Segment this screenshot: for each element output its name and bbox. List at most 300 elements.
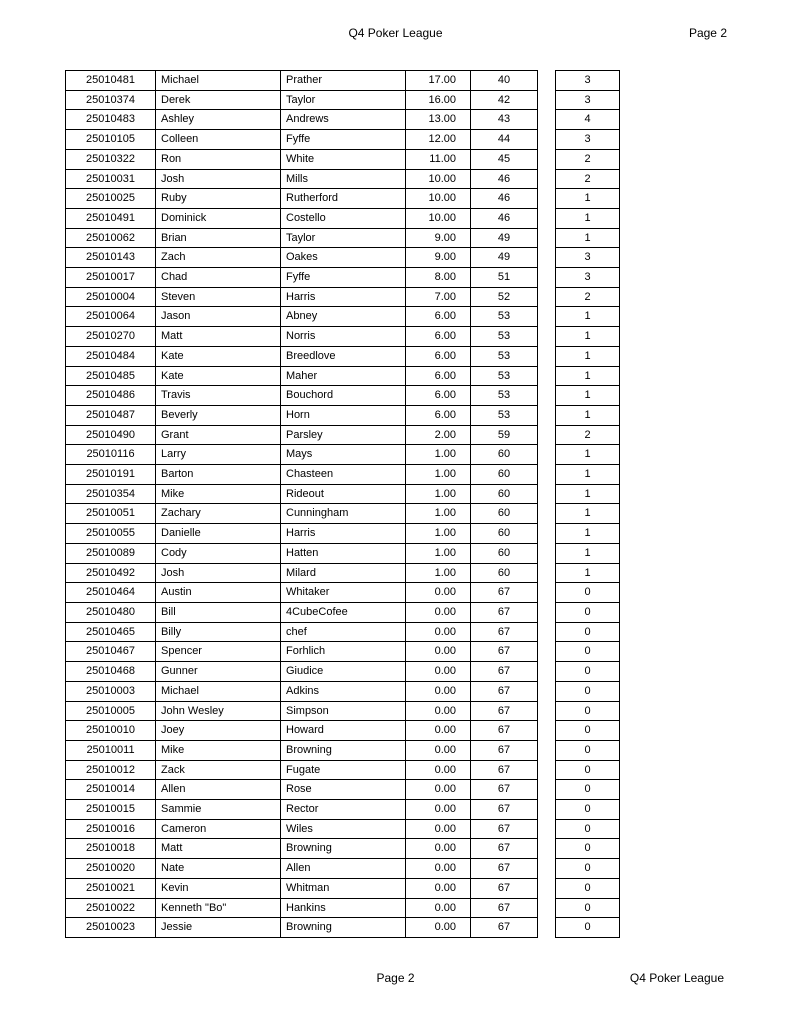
header-report-title: Q4 Poker League xyxy=(348,26,443,40)
member-id-cell: 25010322 xyxy=(66,149,156,169)
last-name-cell: Harris xyxy=(281,524,406,544)
points-cell: 1.00 xyxy=(406,543,471,563)
member-id-cell: 25010017 xyxy=(66,268,156,288)
rank-cell: 60 xyxy=(471,484,538,504)
count-cell: 1 xyxy=(556,228,620,248)
count-table-row xyxy=(556,780,620,800)
count-table-row xyxy=(556,819,620,839)
rank-cell: 60 xyxy=(471,445,538,465)
first-name-cell: Joey xyxy=(156,721,281,741)
points-cell: 1.00 xyxy=(406,445,471,465)
count-cell: 1 xyxy=(556,405,620,425)
table-row xyxy=(66,504,538,524)
rank-cell: 67 xyxy=(471,740,538,760)
count-cell: 1 xyxy=(556,563,620,583)
first-name-cell: Mike xyxy=(156,484,281,504)
rank-cell: 52 xyxy=(471,287,538,307)
last-name-cell: Costello xyxy=(281,208,406,228)
points-cell: 9.00 xyxy=(406,248,471,268)
first-name-cell: Michael xyxy=(156,71,281,91)
rank-cell: 67 xyxy=(471,583,538,603)
member-id-cell: 25010015 xyxy=(66,800,156,820)
rank-cell: 67 xyxy=(471,721,538,741)
last-name-cell: Rose xyxy=(281,780,406,800)
header-page-number: Page 2 xyxy=(688,26,727,40)
last-name-cell: Cunningham xyxy=(281,504,406,524)
footer-report-title: Q4 Poker League xyxy=(629,971,724,985)
points-cell: 6.00 xyxy=(406,327,471,347)
count-table-row xyxy=(556,602,620,622)
count-cell: 1 xyxy=(556,543,620,563)
count-table-row xyxy=(556,268,620,288)
first-name-cell: Brian xyxy=(156,228,281,248)
rank-cell: 53 xyxy=(471,307,538,327)
count-cell: 0 xyxy=(556,740,620,760)
member-id-cell: 25010483 xyxy=(66,110,156,130)
points-cell: 1.00 xyxy=(406,504,471,524)
last-name-cell: Forhlich xyxy=(281,642,406,662)
count-cell: 3 xyxy=(556,268,620,288)
last-name-cell: Hankins xyxy=(281,898,406,918)
count-cell: 4 xyxy=(556,110,620,130)
last-name-cell: Rector xyxy=(281,800,406,820)
member-id-cell: 25010105 xyxy=(66,130,156,150)
last-name-cell: Wiles xyxy=(281,819,406,839)
last-name-cell: Breedlove xyxy=(281,346,406,366)
table-row xyxy=(66,189,538,209)
first-name-cell: Derek xyxy=(156,90,281,110)
member-id-cell: 25010023 xyxy=(66,918,156,938)
table-row xyxy=(66,90,538,110)
points-cell: 0.00 xyxy=(406,918,471,938)
table-row xyxy=(66,918,538,938)
count-table-row xyxy=(556,859,620,879)
first-name-cell: Kate xyxy=(156,346,281,366)
member-id-cell: 25010018 xyxy=(66,839,156,859)
count-table-row xyxy=(556,622,620,642)
member-id-cell: 25010016 xyxy=(66,819,156,839)
last-name-cell: White xyxy=(281,149,406,169)
rank-cell: 60 xyxy=(471,563,538,583)
count-table-row xyxy=(556,149,620,169)
count-table-row xyxy=(556,110,620,130)
count-table-row xyxy=(556,760,620,780)
table-row xyxy=(66,149,538,169)
rank-cell: 44 xyxy=(471,130,538,150)
points-cell: 0.00 xyxy=(406,740,471,760)
table-row xyxy=(66,386,538,406)
count-table-row xyxy=(556,524,620,544)
last-name-cell: Rideout xyxy=(281,484,406,504)
first-name-cell: Colleen xyxy=(156,130,281,150)
first-name-cell: Ruby xyxy=(156,189,281,209)
first-name-cell: Kevin xyxy=(156,878,281,898)
first-name-cell: Spencer xyxy=(156,642,281,662)
last-name-cell: Maher xyxy=(281,366,406,386)
rank-cell: 51 xyxy=(471,268,538,288)
member-id-cell: 25010022 xyxy=(66,898,156,918)
first-name-cell: Josh xyxy=(156,169,281,189)
count-cell: 0 xyxy=(556,800,620,820)
points-cell: 17.00 xyxy=(406,71,471,91)
table-row xyxy=(66,248,538,268)
points-cell: 0.00 xyxy=(406,583,471,603)
table-row xyxy=(66,681,538,701)
last-name-cell: Browning xyxy=(281,839,406,859)
standings-table-body xyxy=(66,71,538,938)
count-cell: 3 xyxy=(556,71,620,91)
last-name-cell: Browning xyxy=(281,740,406,760)
rank-cell: 67 xyxy=(471,859,538,879)
table-row xyxy=(66,819,538,839)
count-cell: 0 xyxy=(556,583,620,603)
first-name-cell: Bill xyxy=(156,602,281,622)
count-cell: 1 xyxy=(556,504,620,524)
table-row xyxy=(66,859,538,879)
table-row xyxy=(66,524,538,544)
table-row xyxy=(66,642,538,662)
first-name-cell: Josh xyxy=(156,563,281,583)
member-id-cell: 25010491 xyxy=(66,208,156,228)
count-cell: 0 xyxy=(556,642,620,662)
last-name-cell: Abney xyxy=(281,307,406,327)
points-cell: 0.00 xyxy=(406,780,471,800)
rank-cell: 67 xyxy=(471,878,538,898)
footer-page-number: Page 2 xyxy=(376,971,415,985)
first-name-cell: Dominick xyxy=(156,208,281,228)
rank-cell: 67 xyxy=(471,662,538,682)
table-row xyxy=(66,208,538,228)
count-table-row xyxy=(556,800,620,820)
member-id-cell: 25010014 xyxy=(66,780,156,800)
points-cell: 6.00 xyxy=(406,366,471,386)
count-cell: 0 xyxy=(556,622,620,642)
table-row xyxy=(66,721,538,741)
points-cell: 7.00 xyxy=(406,287,471,307)
rank-cell: 46 xyxy=(471,208,538,228)
points-cell: 6.00 xyxy=(406,386,471,406)
member-id-cell: 25010465 xyxy=(66,622,156,642)
member-id-cell: 25010486 xyxy=(66,386,156,406)
count-table-row xyxy=(556,740,620,760)
last-name-cell: Browning xyxy=(281,918,406,938)
rank-cell: 67 xyxy=(471,681,538,701)
last-name-cell: Norris xyxy=(281,327,406,347)
first-name-cell: Jason xyxy=(156,307,281,327)
table-row xyxy=(66,425,538,445)
rank-cell: 46 xyxy=(471,189,538,209)
points-cell: 13.00 xyxy=(406,110,471,130)
points-cell: 6.00 xyxy=(406,405,471,425)
count-cell: 2 xyxy=(556,287,620,307)
table-row xyxy=(66,169,538,189)
rank-cell: 60 xyxy=(471,543,538,563)
last-name-cell: Simpson xyxy=(281,701,406,721)
count-cell: 0 xyxy=(556,701,620,721)
count-table-row xyxy=(556,583,620,603)
count-table-row xyxy=(556,504,620,524)
first-name-cell: Larry xyxy=(156,445,281,465)
rank-cell: 53 xyxy=(471,386,538,406)
member-id-cell: 25010010 xyxy=(66,721,156,741)
table-row xyxy=(66,287,538,307)
first-name-cell: Gunner xyxy=(156,662,281,682)
count-cell: 2 xyxy=(556,149,620,169)
last-name-cell: Adkins xyxy=(281,681,406,701)
count-cell: 0 xyxy=(556,681,620,701)
last-name-cell: Prather xyxy=(281,71,406,91)
table-row xyxy=(66,839,538,859)
last-name-cell: Howard xyxy=(281,721,406,741)
member-id-cell: 25010485 xyxy=(66,366,156,386)
count-cell: 2 xyxy=(556,425,620,445)
last-name-cell: Fyffe xyxy=(281,268,406,288)
count-cell: 0 xyxy=(556,602,620,622)
points-cell: 1.00 xyxy=(406,524,471,544)
count-cell: 0 xyxy=(556,878,620,898)
rank-cell: 60 xyxy=(471,465,538,485)
count-cell: 1 xyxy=(556,386,620,406)
count-cell: 1 xyxy=(556,445,620,465)
points-cell: 1.00 xyxy=(406,563,471,583)
count-cell: 1 xyxy=(556,366,620,386)
count-table-row xyxy=(556,721,620,741)
count-cell: 0 xyxy=(556,780,620,800)
first-name-cell: Kenneth "Bo" xyxy=(156,898,281,918)
table-row xyxy=(66,268,538,288)
count-cell: 2 xyxy=(556,169,620,189)
first-name-cell: Travis xyxy=(156,386,281,406)
count-table-row xyxy=(556,307,620,327)
count-table-row xyxy=(556,681,620,701)
last-name-cell: Mills xyxy=(281,169,406,189)
table-row xyxy=(66,878,538,898)
count-cell: 0 xyxy=(556,918,620,938)
table-row xyxy=(66,800,538,820)
first-name-cell: Zack xyxy=(156,760,281,780)
table-row xyxy=(66,71,538,91)
count-table-row xyxy=(556,465,620,485)
points-cell: 0.00 xyxy=(406,662,471,682)
first-name-cell: Ron xyxy=(156,149,281,169)
member-id-cell: 25010468 xyxy=(66,662,156,682)
count-table-row xyxy=(556,189,620,209)
table-row xyxy=(66,346,538,366)
rank-cell: 60 xyxy=(471,524,538,544)
points-cell: 1.00 xyxy=(406,465,471,485)
first-name-cell: Sammie xyxy=(156,800,281,820)
table-row xyxy=(66,307,538,327)
points-cell: 10.00 xyxy=(406,189,471,209)
points-cell: 12.00 xyxy=(406,130,471,150)
first-name-cell: Cody xyxy=(156,543,281,563)
first-name-cell: Chad xyxy=(156,268,281,288)
count-table-body xyxy=(556,71,620,938)
member-id-cell: 25010020 xyxy=(66,859,156,879)
count-table-row xyxy=(556,248,620,268)
points-cell: 0.00 xyxy=(406,622,471,642)
points-cell: 6.00 xyxy=(406,346,471,366)
points-cell: 8.00 xyxy=(406,268,471,288)
table-row xyxy=(66,740,538,760)
member-id-cell: 25010031 xyxy=(66,169,156,189)
member-id-cell: 25010374 xyxy=(66,90,156,110)
count-cell: 3 xyxy=(556,130,620,150)
table-row xyxy=(66,622,538,642)
rank-cell: 67 xyxy=(471,642,538,662)
member-id-cell: 25010481 xyxy=(66,71,156,91)
member-id-cell: 25010051 xyxy=(66,504,156,524)
last-name-cell: Taylor xyxy=(281,90,406,110)
first-name-cell: Nate xyxy=(156,859,281,879)
count-table-row xyxy=(556,366,620,386)
table-row xyxy=(66,465,538,485)
member-id-cell: 25010270 xyxy=(66,327,156,347)
first-name-cell: Michael xyxy=(156,681,281,701)
points-cell: 1.00 xyxy=(406,484,471,504)
member-id-cell: 25010062 xyxy=(66,228,156,248)
last-name-cell: Oakes xyxy=(281,248,406,268)
member-id-cell: 25010003 xyxy=(66,681,156,701)
last-name-cell: Bouchord xyxy=(281,386,406,406)
table-row xyxy=(66,327,538,347)
last-name-cell: Taylor xyxy=(281,228,406,248)
count-table-row xyxy=(556,169,620,189)
table-row xyxy=(66,228,538,248)
count-table xyxy=(555,70,620,938)
points-cell: 0.00 xyxy=(406,878,471,898)
table-row xyxy=(66,563,538,583)
count-cell: 0 xyxy=(556,839,620,859)
rank-cell: 53 xyxy=(471,405,538,425)
last-name-cell: Horn xyxy=(281,405,406,425)
first-name-cell: Matt xyxy=(156,327,281,347)
rank-cell: 60 xyxy=(471,504,538,524)
count-cell: 1 xyxy=(556,346,620,366)
count-cell: 1 xyxy=(556,307,620,327)
first-name-cell: Billy xyxy=(156,622,281,642)
count-table-row xyxy=(556,918,620,938)
points-cell: 9.00 xyxy=(406,228,471,248)
count-cell: 1 xyxy=(556,208,620,228)
last-name-cell: Allen xyxy=(281,859,406,879)
member-id-cell: 25010005 xyxy=(66,701,156,721)
count-table-row xyxy=(556,425,620,445)
first-name-cell: Grant xyxy=(156,425,281,445)
first-name-cell: Allen xyxy=(156,780,281,800)
member-id-cell: 25010012 xyxy=(66,760,156,780)
table-row xyxy=(66,110,538,130)
first-name-cell: Steven xyxy=(156,287,281,307)
rank-cell: 67 xyxy=(471,819,538,839)
count-cell: 0 xyxy=(556,760,620,780)
rank-cell: 49 xyxy=(471,228,538,248)
first-name-cell: Danielle xyxy=(156,524,281,544)
table-row xyxy=(66,484,538,504)
points-cell: 0.00 xyxy=(406,898,471,918)
rank-cell: 43 xyxy=(471,110,538,130)
last-name-cell: Whitman xyxy=(281,878,406,898)
points-cell: 0.00 xyxy=(406,642,471,662)
last-name-cell: Rutherford xyxy=(281,189,406,209)
member-id-cell: 25010354 xyxy=(66,484,156,504)
rank-cell: 67 xyxy=(471,622,538,642)
table-row xyxy=(66,662,538,682)
last-name-cell: Whitaker xyxy=(281,583,406,603)
count-table-row xyxy=(556,386,620,406)
member-id-cell: 25010004 xyxy=(66,287,156,307)
count-table-row xyxy=(556,839,620,859)
first-name-cell: Zachary xyxy=(156,504,281,524)
member-id-cell: 25010021 xyxy=(66,878,156,898)
first-name-cell: Kate xyxy=(156,366,281,386)
last-name-cell: chef xyxy=(281,622,406,642)
rank-cell: 67 xyxy=(471,898,538,918)
points-cell: 0.00 xyxy=(406,819,471,839)
last-name-cell: Parsley xyxy=(281,425,406,445)
count-table-row xyxy=(556,228,620,248)
first-name-cell: Matt xyxy=(156,839,281,859)
count-table-row xyxy=(556,445,620,465)
count-cell: 0 xyxy=(556,721,620,741)
count-table-row xyxy=(556,543,620,563)
count-cell: 1 xyxy=(556,189,620,209)
first-name-cell: Mike xyxy=(156,740,281,760)
rank-cell: 46 xyxy=(471,169,538,189)
count-cell: 3 xyxy=(556,90,620,110)
table-row xyxy=(66,898,538,918)
count-table-row xyxy=(556,90,620,110)
points-cell: 10.00 xyxy=(406,208,471,228)
rank-cell: 53 xyxy=(471,346,538,366)
last-name-cell: Giudice xyxy=(281,662,406,682)
last-name-cell: Fyffe xyxy=(281,130,406,150)
points-cell: 0.00 xyxy=(406,859,471,879)
points-cell: 2.00 xyxy=(406,425,471,445)
count-table-row xyxy=(556,662,620,682)
count-table-row xyxy=(556,484,620,504)
first-name-cell: Zach xyxy=(156,248,281,268)
member-id-cell: 25010464 xyxy=(66,583,156,603)
count-table-row xyxy=(556,71,620,91)
standings-table xyxy=(65,70,538,938)
first-name-cell: Austin xyxy=(156,583,281,603)
rank-cell: 53 xyxy=(471,327,538,347)
member-id-cell: 25010143 xyxy=(66,248,156,268)
rank-cell: 53 xyxy=(471,366,538,386)
points-cell: 6.00 xyxy=(406,307,471,327)
rank-cell: 45 xyxy=(471,149,538,169)
count-table-row xyxy=(556,346,620,366)
member-id-cell: 25010191 xyxy=(66,465,156,485)
member-id-cell: 25010492 xyxy=(66,563,156,583)
count-cell: 0 xyxy=(556,662,620,682)
count-table-row xyxy=(556,208,620,228)
table-row xyxy=(66,405,538,425)
rank-cell: 42 xyxy=(471,90,538,110)
member-id-cell: 25010064 xyxy=(66,307,156,327)
table-row xyxy=(66,780,538,800)
count-table-row xyxy=(556,701,620,721)
last-name-cell: Milard xyxy=(281,563,406,583)
first-name-cell: Beverly xyxy=(156,405,281,425)
member-id-cell: 25010487 xyxy=(66,405,156,425)
points-cell: 0.00 xyxy=(406,681,471,701)
count-table-row xyxy=(556,287,620,307)
count-table-row xyxy=(556,878,620,898)
last-name-cell: Andrews xyxy=(281,110,406,130)
points-cell: 16.00 xyxy=(406,90,471,110)
